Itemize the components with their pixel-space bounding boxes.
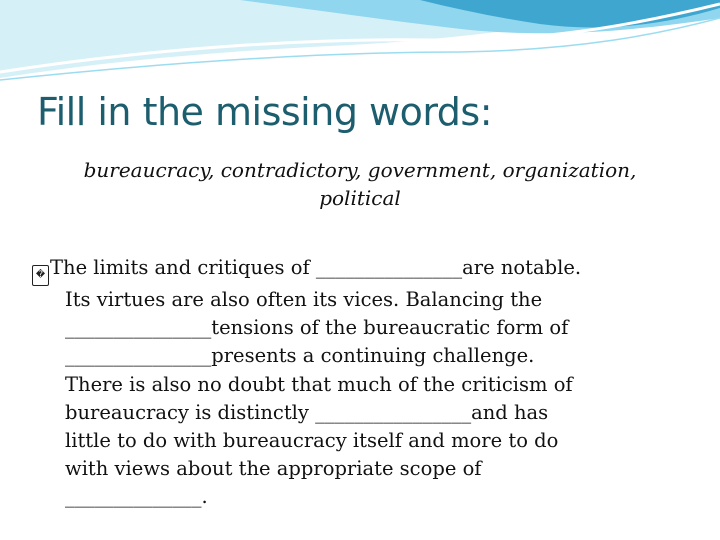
- passage-line-6: bureaucracy is distinctly ________________and has: [65, 400, 549, 424]
- passage-line-3: _______________tensions of the bureaucratic form of: [65, 316, 569, 340]
- passage-line-5: There is also no doubt that much of the criticism of: [65, 372, 573, 396]
- passage-line-8: with views about the appropriate scope of: [65, 457, 482, 481]
- passage: [32, 254, 692, 512]
- passage-line-2: Its virtues are also often its vices. Balancing the: [65, 288, 543, 311]
- passage-line-7: little to do with bureaucracy itself and more to do: [65, 429, 559, 453]
- word-bank: bureaucracy, contradictory, government, organization, political: [83, 158, 637, 210]
- passage-line-1: [32, 254, 692, 286]
- header-wave-decoration: [0, 0, 720, 90]
- passage-line-4: _______________presents a continuing challenge.: [65, 344, 535, 368]
- slide-title: Fill in the missing words:: [37, 90, 493, 134]
- passage-line-text: The limits and critiques of _______________are notable.: [50, 256, 582, 279]
- passage-line-9: ______________.: [65, 485, 208, 509]
- missing-glyph-bullet-icon: �: [32, 265, 49, 286]
